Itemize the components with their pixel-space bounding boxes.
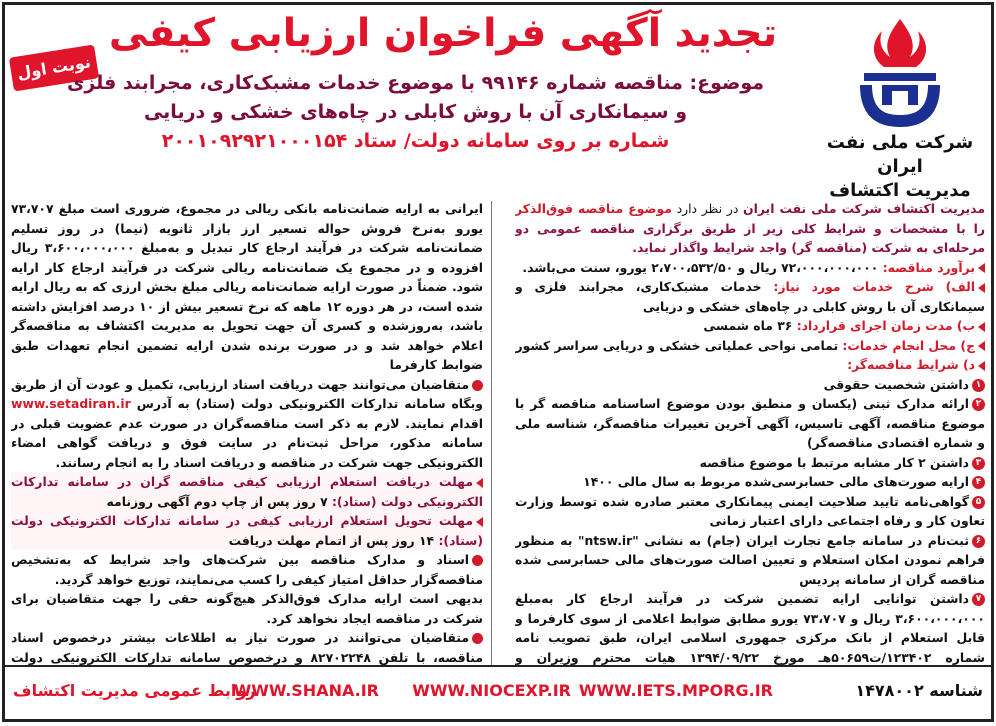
column-divider xyxy=(491,201,492,667)
condition-item: ۳داشتن ۲ کار مشابه مرتبط با موضوع مناقصه xyxy=(515,453,985,473)
intro-paragraph: مدیریت اکتشاف شرکت ملی نفت ایران در نظر دارد موضوع مناقصه فوق‌الذکر را با مشخصات و شرایط کلی زیر از طریق برگزاری مناقصه عمومی دو مرحله‌ای به شرکت (مناقصه گر) واجد شرایط واگذار نماید. xyxy=(515,201,985,255)
reference-label: شماره بر روی سامانه دولت/ ستاد xyxy=(353,130,670,152)
reference-number: ۲۰۰۱۰۹۲۹۲۱۰۰۰۱۵۴ xyxy=(161,130,348,152)
conditions-heading: د) شرایط مناقصه‌گر: xyxy=(515,355,985,375)
scope-line: الف) شرح خدمات مورد نیاز: خدمات مشبک‌کاری، مجرابند فلزی و سیمانکاری آن با روش کابلی در چاه‌های خشکی و دریایی xyxy=(515,279,985,314)
notice-header xyxy=(5,5,991,201)
nioc-flame-logo-icon xyxy=(844,15,956,131)
disclaimer-paragraph: بدیهی است ارایه مدارک فوق‌الذکر هیچ‌گونه حقی را جهت متقاضیان برای شرکت در مناقصه ایجاد نخواهد کرد. xyxy=(11,591,483,626)
round-badge: نوبت اول xyxy=(9,44,99,91)
estimate-line: برآورد مناقصه: ۷۲،۰۰۰،۰۰۰،۰۰۰ ریال و ۲،۷۰۰،۵۳۲/۵۰ یورو، سنت می‌باشد. xyxy=(515,258,985,278)
deadline-submit: مهلت تحویل استعلام ارزیابی کیفی در سامانه تدارکات الکترونیکی دولت (ستاد): ۱۴ روز پس از اتمام مهلت دریافت xyxy=(11,511,483,550)
contact-paragraph: متقاضیان می‌توانند در صورت نیاز به اطلاعات بیشتر درخصوص اسناد مناقصه، با تلفن ۸۲۷۰۲۲۴۸ و درخصوص سامانه تدارکات الکترونیکی دولت xyxy=(11,630,483,665)
subject-line-1: مناقصه شماره ۹۹۱۴۶ با موضوع خدمات مشبک‌کاری، مجرابند فلزی xyxy=(66,72,683,94)
right-column xyxy=(515,199,985,667)
subject-line-2: و سیمانکاری آن با روش کابلی در چاه‌های خشکی و دریایی xyxy=(143,101,688,123)
duration-line: ب) مدت زمان اجرای قرارداد: ۳۶ ماه شمسی xyxy=(515,316,985,336)
department-name: مدیریت اکتشاف xyxy=(829,180,971,201)
deadline-receive: مهلت دریافت استعلام ارزیابی کیفی مناقصه گران در سامانه تدارکات الکترونیکی دولت (ستاد): ۷ روز پس از چاپ دوم آگهی روزنامه xyxy=(11,472,483,511)
condition-item: ۲ارائه مدارک ثبتی (یکسان و منطبق بودن موضوع اساسنامه مناقصه گر با موضوع مناقصه، آگهی تاسیس، آگهی آخرین تغییرات مناقصه‌گر، شناسه ملی و شماره اقتصادی مناقصه‌گر) xyxy=(515,396,985,450)
notice-subject xyxy=(25,69,806,156)
notice-id: شناسه ۱۴۷۸۰۰۲ xyxy=(855,681,983,700)
guarantee-paragraph: ایرانی به ارایه ضمانت‌نامه بانکی ریالی در مجموع، ضروری است مبلغ ۷۳،۷۰۷ یورو به‌نرخ فروش حواله تسعیر ارز بازار ثانویه (نیما) در روز تسلیم ضمانت‌نامه شرکت در فرآیند ارجاع کار تبدیل و به‌مبلغ ۳،۶۰۰،۰۰۰،۰۰۰ ریال افزوده و در مجموع یک ضمانت‌نامه ریالی شرکت در فرآیند ارجاع کار ارایه شود. ضمناً در صورت ارایه ضمانت‌نامه ریالی مبلغ بخش ارزی که به ریال ارایه شده است، در هر دوره ۱۲ ماهه که نرخ تسعیر بیش از ۱۰ درصد افزایش داشته باشد، به‌روزشده و کسری آن جهت تحویل به مدیریت اکتشاف به مناقصه‌گر اعلام خواهد شد و در صورت برنده شدن ارایه تضمین انجام تعهدات طبق ضوابط کارفرما xyxy=(11,201,483,372)
tender-notice xyxy=(2,2,994,722)
company-logo xyxy=(815,15,985,203)
condition-item: ۶ثبت‌نام در سامانه جامع تجارت ایران (جام) به نشانی "ntsw.ir" به منظور فراهم نمودن امکان استعلام و تعیین اصالت صورت‌های مالی حسابرسی شده مناقصه گران از سامانه پردیس xyxy=(515,532,985,587)
condition-item: ۵گواهی‌نامه تایید صلاحیت ایمنی پیمانکاری معتبر صادره شده توسط وزارت تعاون کار و رفاه اجتماعی دارای اعتبار زمانی xyxy=(515,493,985,528)
publisher-name: روابط عمومی مدیریت اکتشاف xyxy=(13,681,256,700)
condition-item: ۱داشتن شخصیت حقوقی xyxy=(515,375,985,395)
condition-item: ۷داشتن توانایی ارایه تضمین شرکت در فرآیند ارجاع کار به‌مبلغ ۳،۶۰۰،۰۰۰،۰۰۰ ریال و ۷۳،۷۰۷ یورو مطابق ضوابط اعلامی از سوی کارفرما و قابل استعلام از بانک مرکزی جمهوری اسلامی ایران، طبق تصویب نامه شماره ۱۲۳۴۰۲/ت۵۰۶۵۹هـ مورخ ۱۳۹۴/۰۹/۲۲ هیات محترم وزیران و xyxy=(515,591,985,665)
website-link-niocexp[interactable]: WWW.NIOCEXP.IR xyxy=(412,681,571,700)
location-line: ج) محل انجام خدمات: تمامی نواحی عملیاتی خشکی و دریایی سراسر کشور xyxy=(515,336,985,356)
distribution-paragraph: اسناد و مدارک مناقصه بین شرکت‌های واجد شرایط که به‌تشخیص مناقصه‌گزار حداقل امتیاز کیفی را کسب می‌نمایند، توزیع خواهد گردید. xyxy=(11,552,483,587)
left-column xyxy=(11,199,483,667)
company-name: شرکت ملی نفت ایران xyxy=(826,132,974,177)
notice-footer xyxy=(5,665,991,719)
notice-title: تجدید آگهی فراخوان ارزیابی کیفی xyxy=(108,11,778,56)
setad-link[interactable]: www.setadiran.ir xyxy=(11,396,131,411)
website-link-iets[interactable]: WWW.IETS.MPORG.IR xyxy=(578,681,773,700)
condition-item: ۴ارایه صورت‌های مالی حسابرسی‌شده مربوط به سال مالی ۱۴۰۰ xyxy=(515,472,985,492)
documents-paragraph: متقاضیان می‌توانند جهت دریافت اسناد ارزیابی، تکمیل و عودت آن از طریق وبگاه سامانه تدارکات الکترونیکی دولت (ستاد) به آدرس www.setadiran.ir اقدام نمایند. لازم به ذکر است مناقصه‌گران در صورت عدم عضویت قبلی در سامانه مذکور، مراحل ثبت‌نام در سایت فوق و دریافت گواهی امضاء الکترونیکی جهت شرکت در مناقصه و دریافت اسناد را به انجام رسانند. xyxy=(11,376,483,470)
website-link-shana[interactable]: WWW.SHANA.IR xyxy=(233,681,379,700)
subject-label: موضوع: xyxy=(689,72,765,94)
